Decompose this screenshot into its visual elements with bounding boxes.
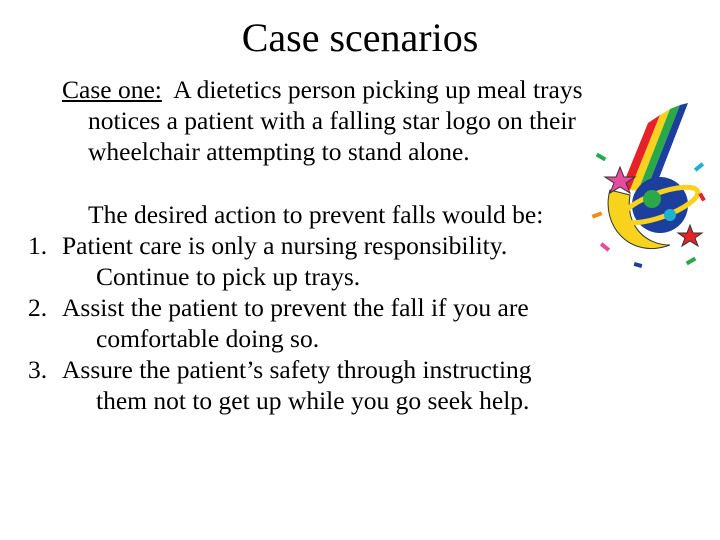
option-text: Assist the patient to prevent the fall if you are	[62, 293, 529, 322]
answer-options	[28, 230, 622, 416]
case-intro-line	[62, 74, 622, 105]
option-text: Assure the patient’s safety through instructing	[62, 355, 532, 384]
option-text-continued: comfortable doing so.	[96, 324, 320, 353]
answer-option-3	[28, 354, 622, 416]
option-text-continued: Continue to pick up trays.	[96, 262, 361, 291]
slide-body	[28, 74, 622, 416]
option-number: 3.	[28, 355, 48, 384]
falling-star-logo-icon	[590, 95, 710, 275]
option-number: 2.	[28, 293, 48, 322]
option-text-continued: them not to get up while you go seek help.	[96, 386, 530, 415]
case-text-line-1: A dietetics person picking up meal trays	[161, 75, 583, 104]
answer-option-1	[28, 230, 622, 292]
question-text: The desired action to prevent falls would be:	[88, 200, 544, 229]
option-number: 1.	[28, 231, 48, 260]
option-text: Patient care is only a nursing responsibility.	[62, 231, 508, 260]
case-text-line-3: wheelchair attempting to stand alone.	[88, 137, 470, 166]
answer-option-2	[28, 292, 622, 354]
spacer	[62, 167, 622, 199]
case-text-line-2: notices a patient with a falling star logo on their	[88, 106, 576, 135]
case-label: Case one:	[62, 75, 162, 104]
slide-title: Case scenarios	[241, 15, 479, 60]
